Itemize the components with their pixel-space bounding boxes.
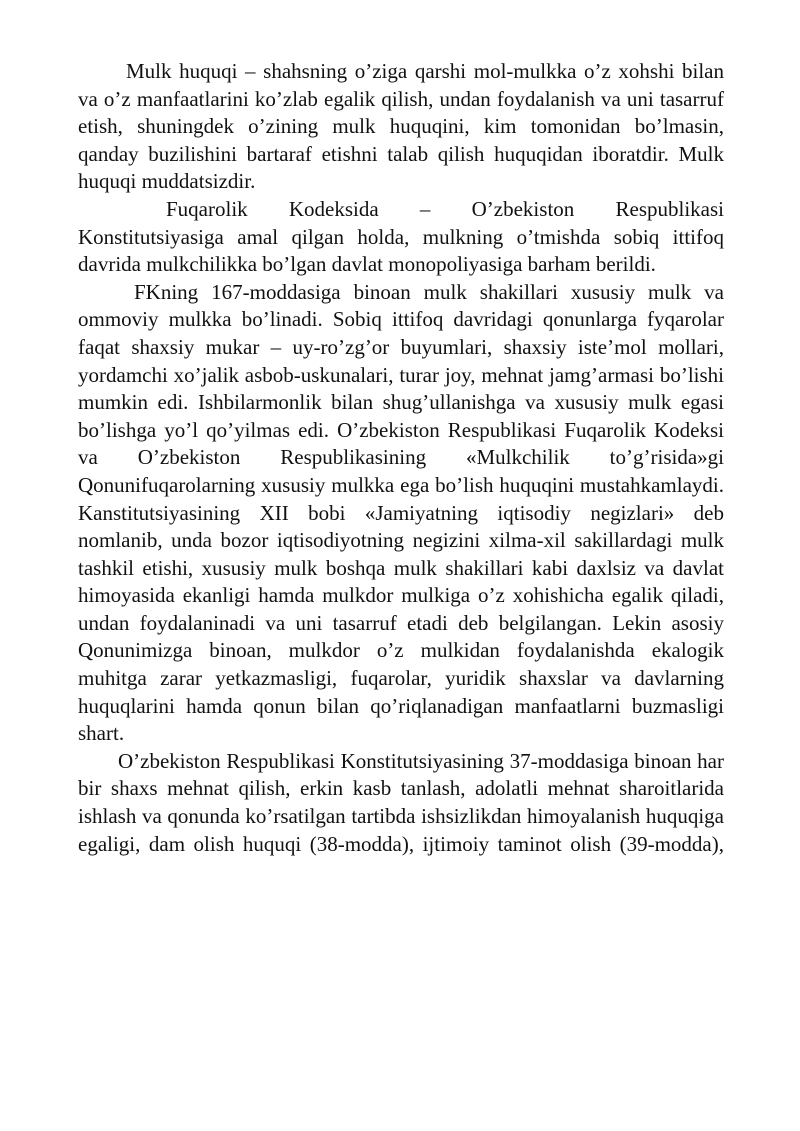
paragraph-constitution-article-37: O’zbekiston Respublikasi Konstitutsiyasining 37-moddasiga binoan har bir shaxs mehnat qilish, erkin kasb tanlash, adolatli mehnat sharoitlarida ishlash va qonunda ko’rsatilgan tartibda ishsizlikdan himoyalanish huquqiga egaligi, dam olish huquqi (38-modda), ijtimoiy taminot olish (39-modda),	[78, 748, 724, 856]
paragraph-civil-code-monopoly: Fuqarolik Kodeksida – O’zbekiston Respublikasi Konstitutsiyasiga amal qilgan holda, mulkning o’tmishda sobiq ittifoq davrida mulkchilikka bo’lgan davlat monopoliyasiga barham berildi.	[78, 196, 724, 277]
paragraph-property-right-definition: Mulk huquqi – shahsning o’ziga qarshi mol-mulkka o’z xohshi bilan va o’z manfaatlarini ko’zlab egalik qilish, undan foydalanish va uni tasarruf etish, shuningdek o’zining mulk huquqini, kim tomonidan bo’lmasin, qanday buzilishini bartaraf etishni talab qilish huquqidan iboratdir. Mulk huquqi muddatsizdir.	[78, 59, 724, 194]
paragraph-article-167-property-forms: FKning 167-moddasiga binoan mulk shakillari xususiy mulk va ommoviy mulkka bo’linadi. Sobiq ittifoq davridagi qonunlarga fyqarolar faqat shaxsiy mukar – uy-ro’zg’or buyumlari, shaxsiy iste’mol mollari, yordamchi xo’jalik asbob-uskunalari, turar joy, mehnat jamg’armasi bo’lishi mumkin edi. Ishbilarmonlik bilan shug’ullanishga va xususiy mulk egasi bo’lishga yo’l qo’yilmas edi. O’zbekiston Respublikasi Fuqarolik Kodeksi va O’zbekiston Respublikasining «Mulkchilik to’g’risida»gi Qonunifuqarolarning xususiy mulkka ega bo’lish huquqini mustahkamlaydi. Kanstitutsiyasining XII bobi «Jamiyatning iqtisodiy negizlari» deb nomlanib, unda bozor iqtisodiyotning negizini xilma-xil sakillardagi mulk tashkil etishi, xususiy mulk boshqa mulk shakillari kabi daxlsiz va davlat himoyasida ekanligi hamda mulkdor mulkiga o’z xohishicha egalik qiladi, undan foydalaninadi va uni tasarruf etadi deb belgilangan. Lekin asosiy Qonunimizga binoan, mulkdor o’z mulkidan foydalanishda ekalogik muhitga zarar yetkazmasligi, fuqarolar, yuridik shaxslar va davlarning huquqlarini hamda qonun bilan qo’riqlanadigan manfaatlarni buzmasligi shart.	[78, 279, 724, 746]
document-page	[78, 58, 724, 858]
